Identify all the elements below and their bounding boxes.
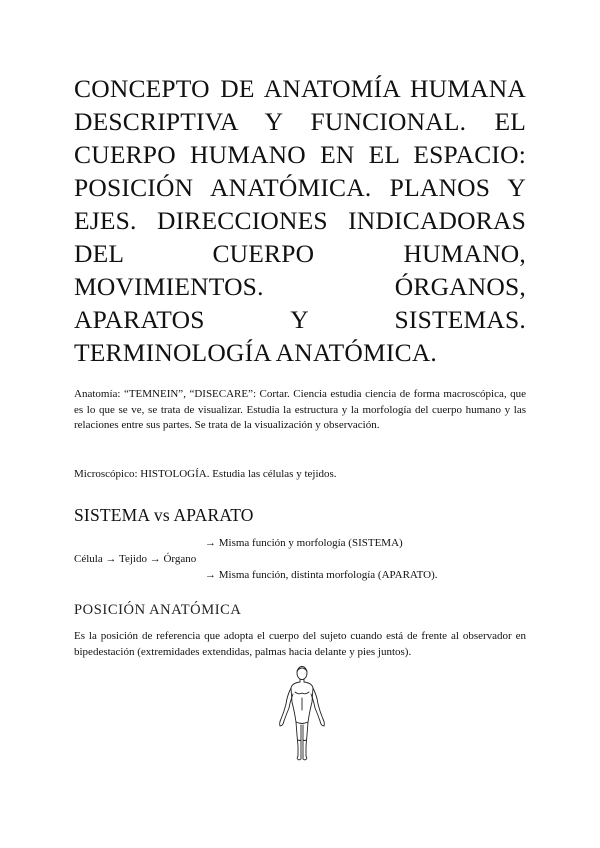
flow-aparato-line: → Misma función, distinta morfología (APARATO). xyxy=(205,569,438,581)
sistema-heading: SISTEMA vs APARATO xyxy=(74,505,254,525)
anatomia-paragraph: Anatomía: “TEMNEIN”, “DISECARE”: Cortar. Ciencia estudia ciencia de forma macroscópica, que es lo que se ve, se trata de visualizar. Estudia la estructura y la morfología del cuerpo humano y las relaciones entre sus partes. Se trata de la visualización y observación. xyxy=(74,388,526,431)
flow-sistema-line: → Misma función y morfología (SISTEMA) xyxy=(205,537,403,549)
posicion-heading: POSICIÓN ANATÓMICA xyxy=(74,602,242,618)
document-title: CONCEPTO DE ANATOMÍA HUMANA DESCRIPTIVA Y FUNCIONAL. EL CUERPO HUMANO EN EL ESPACIO: POSICIÓN ANATÓMICA. PLANOS Y EJES. DIRECCIONES INDICADORAS DEL CUERPO HUMANO, MOVIMIENTOS. ÓRGANOS, APARATOS Y SISTEMAS. TERMINOLOGÍA ANATÓMICA. xyxy=(74,74,526,367)
flow-cell-line: Célula → Tejido → Órgano xyxy=(74,553,197,565)
anatomical-position-figure-icon xyxy=(270,664,334,764)
posicion-paragraph: Es la posición de referencia que adopta el cuerpo del sujeto cuando está de frente al observador en bipedestación (extremidades extendidas, palmas hacia delante y pies juntos). xyxy=(74,630,526,658)
microscopico-paragraph: Microscópico: HISTOLOGÍA. Estudia las células y tejidos. xyxy=(74,468,337,480)
